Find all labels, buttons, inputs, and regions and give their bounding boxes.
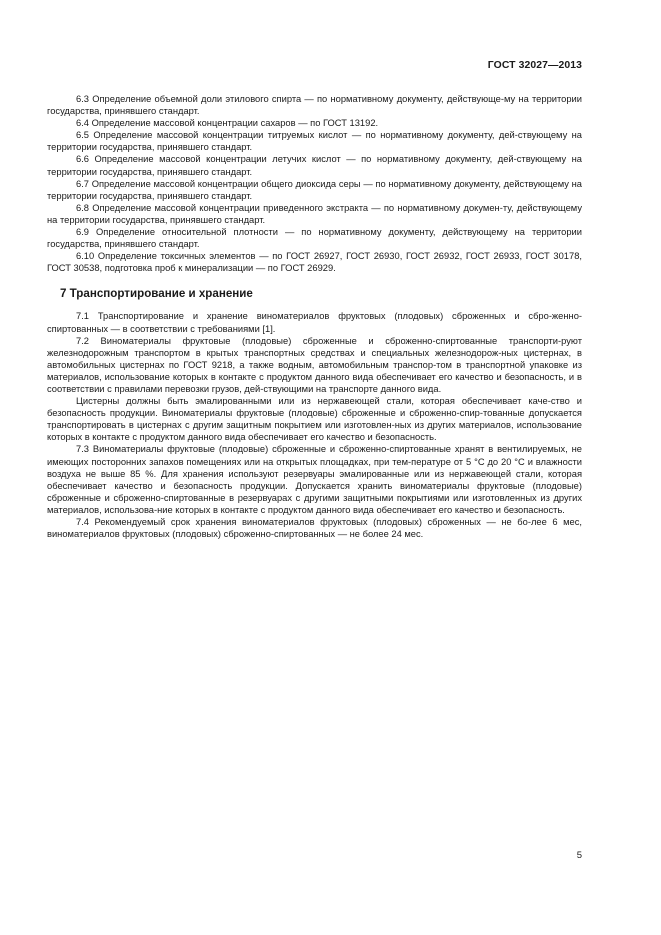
clause-6-4: 6.4 Определение массовой концентрации сахаров — по ГОСТ 13192. [76, 118, 379, 129]
clause-7-3: 7.3 Виноматериалы фруктовые (плодовые) сброженные и сброженно-спиртованные хранят в вентилируемых, не имеющих посторонних запахов помещениях или на открытых площадках, при тем-пературе от 5 °С до 20 °С и влажности воздуха не выше 85 %. Для хранения используют резервуары эмалированные или из нержавеющей стали, которая обеспечивает качество и безопасность продукции. Допускается хранить виноматериалы фруктовые (плодовые) сброженные и сброженно-спиртованные в резервуарах с другими защитными покрытиями или изготовленных из других материалов, использова-ние которых в контакте с продуктом данного вида обеспечивает его качество и безопасность. [47, 444, 582, 515]
clause-6-6: 6.6 Определение массовой концентрации летучих кислот — по нормативному документу, дей-ствующему на территории государства, принявшего стандарт. [47, 154, 582, 177]
clause-6-8: 6.8 Определение массовой концентрации приведенного экстракта — по нормативному докумен-ту, действующему на территории государства, принявшего стандарт. [47, 202, 582, 225]
section-7-heading: 7 Транспортирование и хранение [60, 287, 253, 301]
page-content [47, 93, 582, 540]
clause-6-10: 6.10 Определение токсичных элементов — по ГОСТ 26927, ГОСТ 26930, ГОСТ 26932, ГОСТ 26933, ГОСТ 30178, ГОСТ 30538, подготовка проб к минерализации — по ГОСТ 26929. [47, 251, 582, 274]
clause-7-4: 7.4 Рекомендуемый срок хранения виноматериалов фруктовых (плодовых) сброженных — не бо-лее 6 мес, виноматериалов фруктовых (плодовых) сброженно-спиртованных — не более 24 мес. [47, 517, 582, 540]
section-spacer [47, 274, 582, 287]
clause-6-7: 6.7 Определение массовой концентрации общего диоксида серы — по нормативному документу, действующему на территории государства, принявшего стандарт. [47, 178, 582, 201]
clause-7-2: 7.2 Виноматериалы фруктовые (плодовые) сброженные и сброженно-спиртованные транспорти-руют железнодорожным транспортом в крытых транспортных средствах и специальных железнодорож-ных цистернах, в автомобильных цистернах по ГОСТ 9218, а также водным, автомобильным транспор-том в транспортной упаковке из материалов, использование которых в контакте с продуктом данного вида обеспечивает его качество и безопасность, и в соответствии с правилами перевозки грузов, дей-ствующими на транспорте данного вида. [47, 335, 582, 394]
heading-spacer [47, 301, 582, 310]
clause-7-1: 7.1 Транспортирование и хранение виноматериалов фруктовых (плодовых) сброженных и сбро-женно-спиртованных — в соответствии с требованиями [1]. [47, 311, 582, 334]
clause-6-3: 6.3 Определение объемной доли этилового спирта — по нормативному документу, действующе-му на территории государства, принявшего стандарт. [47, 94, 582, 117]
clause-6-9: 6.9 Определение относительной плотности — по нормативному документу, действующему на территории государства, принявшего стандарт. [47, 227, 582, 250]
document-code: ГОСТ 32027—2013 [487, 60, 582, 71]
page-number: 5 [576, 850, 582, 861]
clause-7-2-tanks: Цистерны должны быть эмалированными или из нержавеющей стали, которая обеспечивает каче-ство и безопасность продукции. Виноматериалы фруктовые (плодовые) сброженные и сброженно-спир-тованные допускается транспортировать в цистернах с другим защитным покрытием или изготовлен-ных из других материалов, использование которых в контакте с продуктом данного вида обеспечивает его качество и безопасность. [47, 396, 582, 443]
clause-6-5: 6.5 Определение массовой концентрации титруемых кислот — по нормативному документу, дей-ствующему на территории государства, принявшего стандарт. [47, 130, 582, 153]
